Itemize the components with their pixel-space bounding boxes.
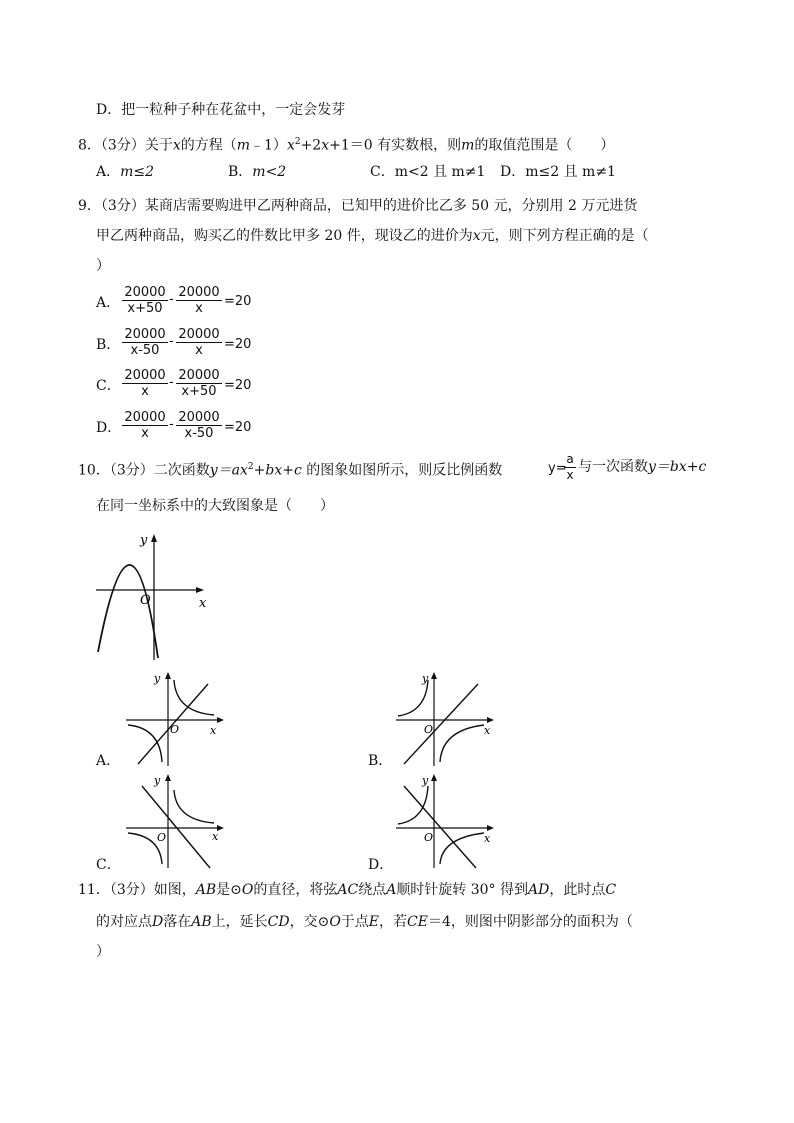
svg-text:y: y — [422, 672, 429, 685]
svg-text:x: x — [210, 724, 217, 737]
y-label: y — [140, 533, 148, 548]
q9-option-c-frac2: $\frac{20000}{x+50}$ — [176, 368, 222, 399]
q10-option-b-label: B． — [368, 753, 393, 769]
q10-parabola-graph — [90, 530, 220, 665]
origin-label: O — [140, 593, 151, 608]
q10-option-a-graph — [122, 670, 232, 770]
q11-stem-line2: 的对应点D落在AB上，延长CD，交⊙O于点E，若CE＝4，则图中阴影部分的面积为（ — [96, 914, 633, 930]
q9-option-b-rhs: =20 — [224, 337, 252, 352]
q10-stem-line1: 10．（3分）二次函数$y=ax^2+bx+c$ 的图象如图所示，则反比例函数 — [78, 462, 503, 479]
q10-inverse-y: y= — [548, 461, 567, 476]
svg-text:x: x — [212, 830, 219, 843]
q9-option-d-label: D． — [96, 420, 122, 436]
q9-stem-line2: 甲乙两种商品，购买乙的件数比甲多 20 件，现设乙的进价为x元，则下列方程正确的是（ — [96, 228, 649, 244]
q8-option-a: A．m≤2 — [96, 164, 155, 180]
q10-option-a-label: A． — [96, 753, 121, 769]
q9-option-c-frac1: $\frac{20000}{x}$ — [122, 368, 168, 399]
svg-text:O: O — [157, 831, 167, 844]
svg-text:O: O — [424, 831, 434, 844]
q9-option-c-label: C． — [96, 378, 121, 394]
q9-option-d-frac2: $\frac{20000}{x-50}$ — [176, 410, 222, 441]
svg-text:O: O — [170, 723, 180, 736]
q8-option-d: D．m≤2 且 m≠1 — [500, 164, 616, 180]
q11-stem-line3: ） — [96, 944, 110, 960]
parabola-curve — [98, 565, 158, 658]
q9-option-b-frac2: $\frac{20000}{x}$ — [176, 327, 222, 358]
q10-inverse-frac: $\frac{a}{x}$ — [564, 452, 576, 483]
q9-option-c-rhs: =20 — [224, 378, 252, 393]
svg-text:y: y — [422, 774, 429, 787]
q10-option-b-graph — [392, 670, 502, 770]
q9-stem-line1: 9．（3分）某商店需要购进甲乙两种商品，已知甲的进价比乙多 50 元，分别用 2 万元进货 — [78, 198, 638, 214]
q9-option-d-rhs: =20 — [224, 420, 252, 435]
q7-option-d: D．把一粒种子种在花盆中，一定会发芽 — [96, 102, 346, 118]
q9-option-d-frac1: $\frac{20000}{x}$ — [122, 410, 168, 441]
q10-stem-line1b: 与一次函数y＝bx+c — [578, 459, 707, 475]
q9-option-a-frac2: $\frac{20000}{x}$ — [176, 285, 222, 316]
q11-stem-line1: 11．（3分）如图，AB是⊙O的直径，将弦AC绕点A顺时针旋转 30° 得到AD，此时点C — [78, 882, 617, 898]
q8-stem: 8．（3分）关于x的方程$(m﹣1)x^2+2x+1=0$ 有实数根，则m的取值范围是（ ） — [78, 137, 615, 154]
svg-text:x: x — [484, 832, 491, 845]
q9-option-a-frac1: $\frac{20000}{x+50}$ — [122, 285, 168, 316]
svg-text:x: x — [484, 724, 491, 737]
q10-option-c-graph — [122, 772, 232, 872]
q9-option-a-rhs: =20 — [224, 294, 252, 309]
q10-option-c-label: C． — [96, 857, 121, 873]
q9-stem-line3: ） — [96, 258, 110, 274]
q9-option-b-frac1: $\frac{20000}{x-50}$ — [122, 327, 168, 358]
q10-option-d-label: D． — [368, 857, 394, 873]
svg-text:O: O — [424, 723, 434, 736]
q10-option-d-graph — [392, 772, 502, 872]
x-label: x — [199, 596, 207, 611]
q8-option-b: B．m<2 — [228, 164, 287, 180]
svg-text:y: y — [154, 672, 161, 685]
q8-option-c: C．m<2 且 m≠1 — [370, 164, 486, 180]
svg-text:y: y — [154, 774, 161, 787]
q10-stem-line2: 在同一坐标系中的大致图象是（ ） — [96, 498, 334, 514]
q9-option-a-label: A． — [96, 295, 121, 311]
q9-option-b-label: B． — [96, 337, 121, 353]
